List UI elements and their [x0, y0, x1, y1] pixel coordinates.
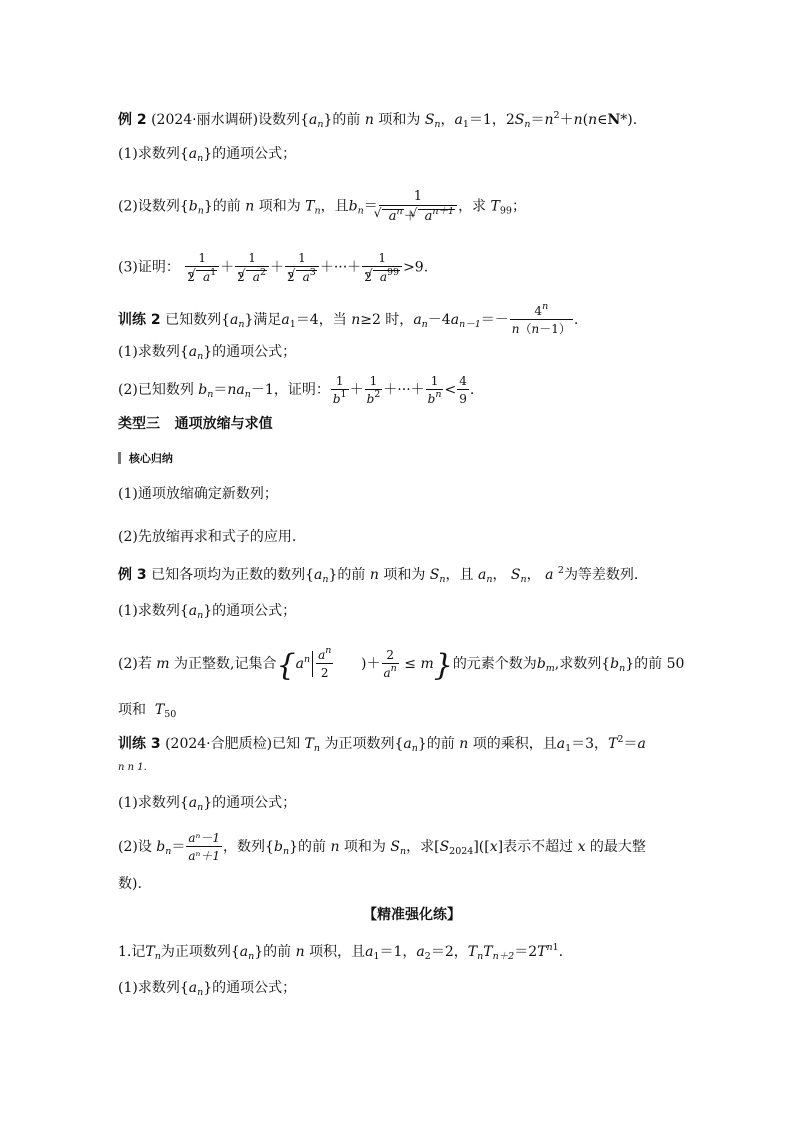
example-2-stem: 例 2 (2024·丽水调研)设数列$\{a_n\}$的前 n 项和为 $S_n$，$a_1=1$，$2S_n=n^2+n(n\in N*)$. — [118, 110, 638, 130]
training-2-q2: (2)已知数列 $b_n=na_n-1$，证明： $\frac{1}{b^1}$ ＋ $\frac{1}{b^2}$ ＋···＋ $\frac{1}{b^n}$ < $\frac{4}{9}$ . — [118, 374, 475, 406]
core-summary-line-1: (1)通项放缩确定新数列； — [118, 486, 278, 502]
fraction-4n: $\frac{4^n}{n(n-1)}$ — [511, 301, 571, 336]
training-3-stem: 训练 3 (2024·合肥质检)已知 $T_n$ 为正项数列$\{a_n\}$的前 n 项的乘积，且$a_1=3$，$T^2=a$ — [118, 734, 646, 754]
fraction-bn: 1 √ $a^n+√$ $a^{n+1}$ — [379, 190, 457, 223]
example-2-q3: (3)证明： $\frac{1}{2√ a^1}$ ＋ $\frac{1}{2√ a^2}$ ＋ $\frac{1}{2√ a^3}$ ＋···＋ $\frac{1}{2√ a^{99}}$ >9. — [118, 252, 428, 283]
core-summary-line-2: (2)先放缩再求和式子的应用. — [118, 529, 297, 545]
training-3-stem-cont: n n 1. — [118, 762, 147, 773]
problem-1-stem: 1.记$T_n$为正项数列$\{a_n\}$的前 n 项积，且$a_1=1$，$a_2=2$，$T_nT_{n+2}=2T^{n1}$. — [118, 942, 564, 962]
example-2-q1: (1)求数列$\{a_n\}$的通项公式； — [118, 146, 297, 164]
example-3-q1: (1)求数列$\{a_n\}$的通项公式； — [118, 603, 297, 621]
training-3-q2: (2)设 $b_n=$ $\frac{\text{aⁿ－1}}{\text{aⁿ＋1}}$ ，数列$\{b_n\}$的前 n 项和为 $S_n$，求$[S_{2024}]([x]$表示不超过 x 的最大整 — [118, 831, 646, 863]
problem-1-q1: (1)求数列$\{a_n\}$的通项公式； — [118, 980, 297, 998]
core-summary-tag: 核心归纳 — [118, 451, 173, 467]
training-3-q2-cont: 数). — [118, 876, 142, 892]
training-2-q1: (1)求数列$\{a_n\}$的通项公式； — [118, 344, 297, 362]
example-3-stem: 例 3 已知各项均为正数的数列$\{a_n\}$的前 n 项和为 $S_n$，且 $a_n$， $S_n$， a $^2$为等差数列. — [118, 565, 639, 585]
example-3-q2-cont: 项和 $T_{50}$ — [118, 702, 177, 720]
drill-heading: 【精准强化练】 — [363, 907, 461, 923]
section-heading-type-3: 类型三 通项放缩与求值 — [118, 416, 273, 432]
example-2-q2: (2)设数列$\{b_n\}$的前 n 项和为 $T_n$，且$b_n=$ 1 √ $a^n+√$ $a^{n+1}$ ，求 $T_{99}$； — [118, 190, 526, 223]
training-2-stem: 训练 2 已知数列$\{a_n\}$满足$a_1=4$，当 n≥2 时，$a_n-4a_{n-1}=-$ $\frac{4^n}{n(n-1)}$ . — [118, 301, 579, 336]
training-3-q1: (1)求数列$\{a_n\}$的通项公式； — [118, 795, 297, 813]
example-3-q2: (2)若 m 为正整数,记集合{$a^n$ $\frac{a^n}{2}$ )＋ $\frac{2}{a^n}$ ≤ m}的元素个数为$b_m$,求数列$\{b_n\}$的前 50 — [118, 645, 685, 683]
